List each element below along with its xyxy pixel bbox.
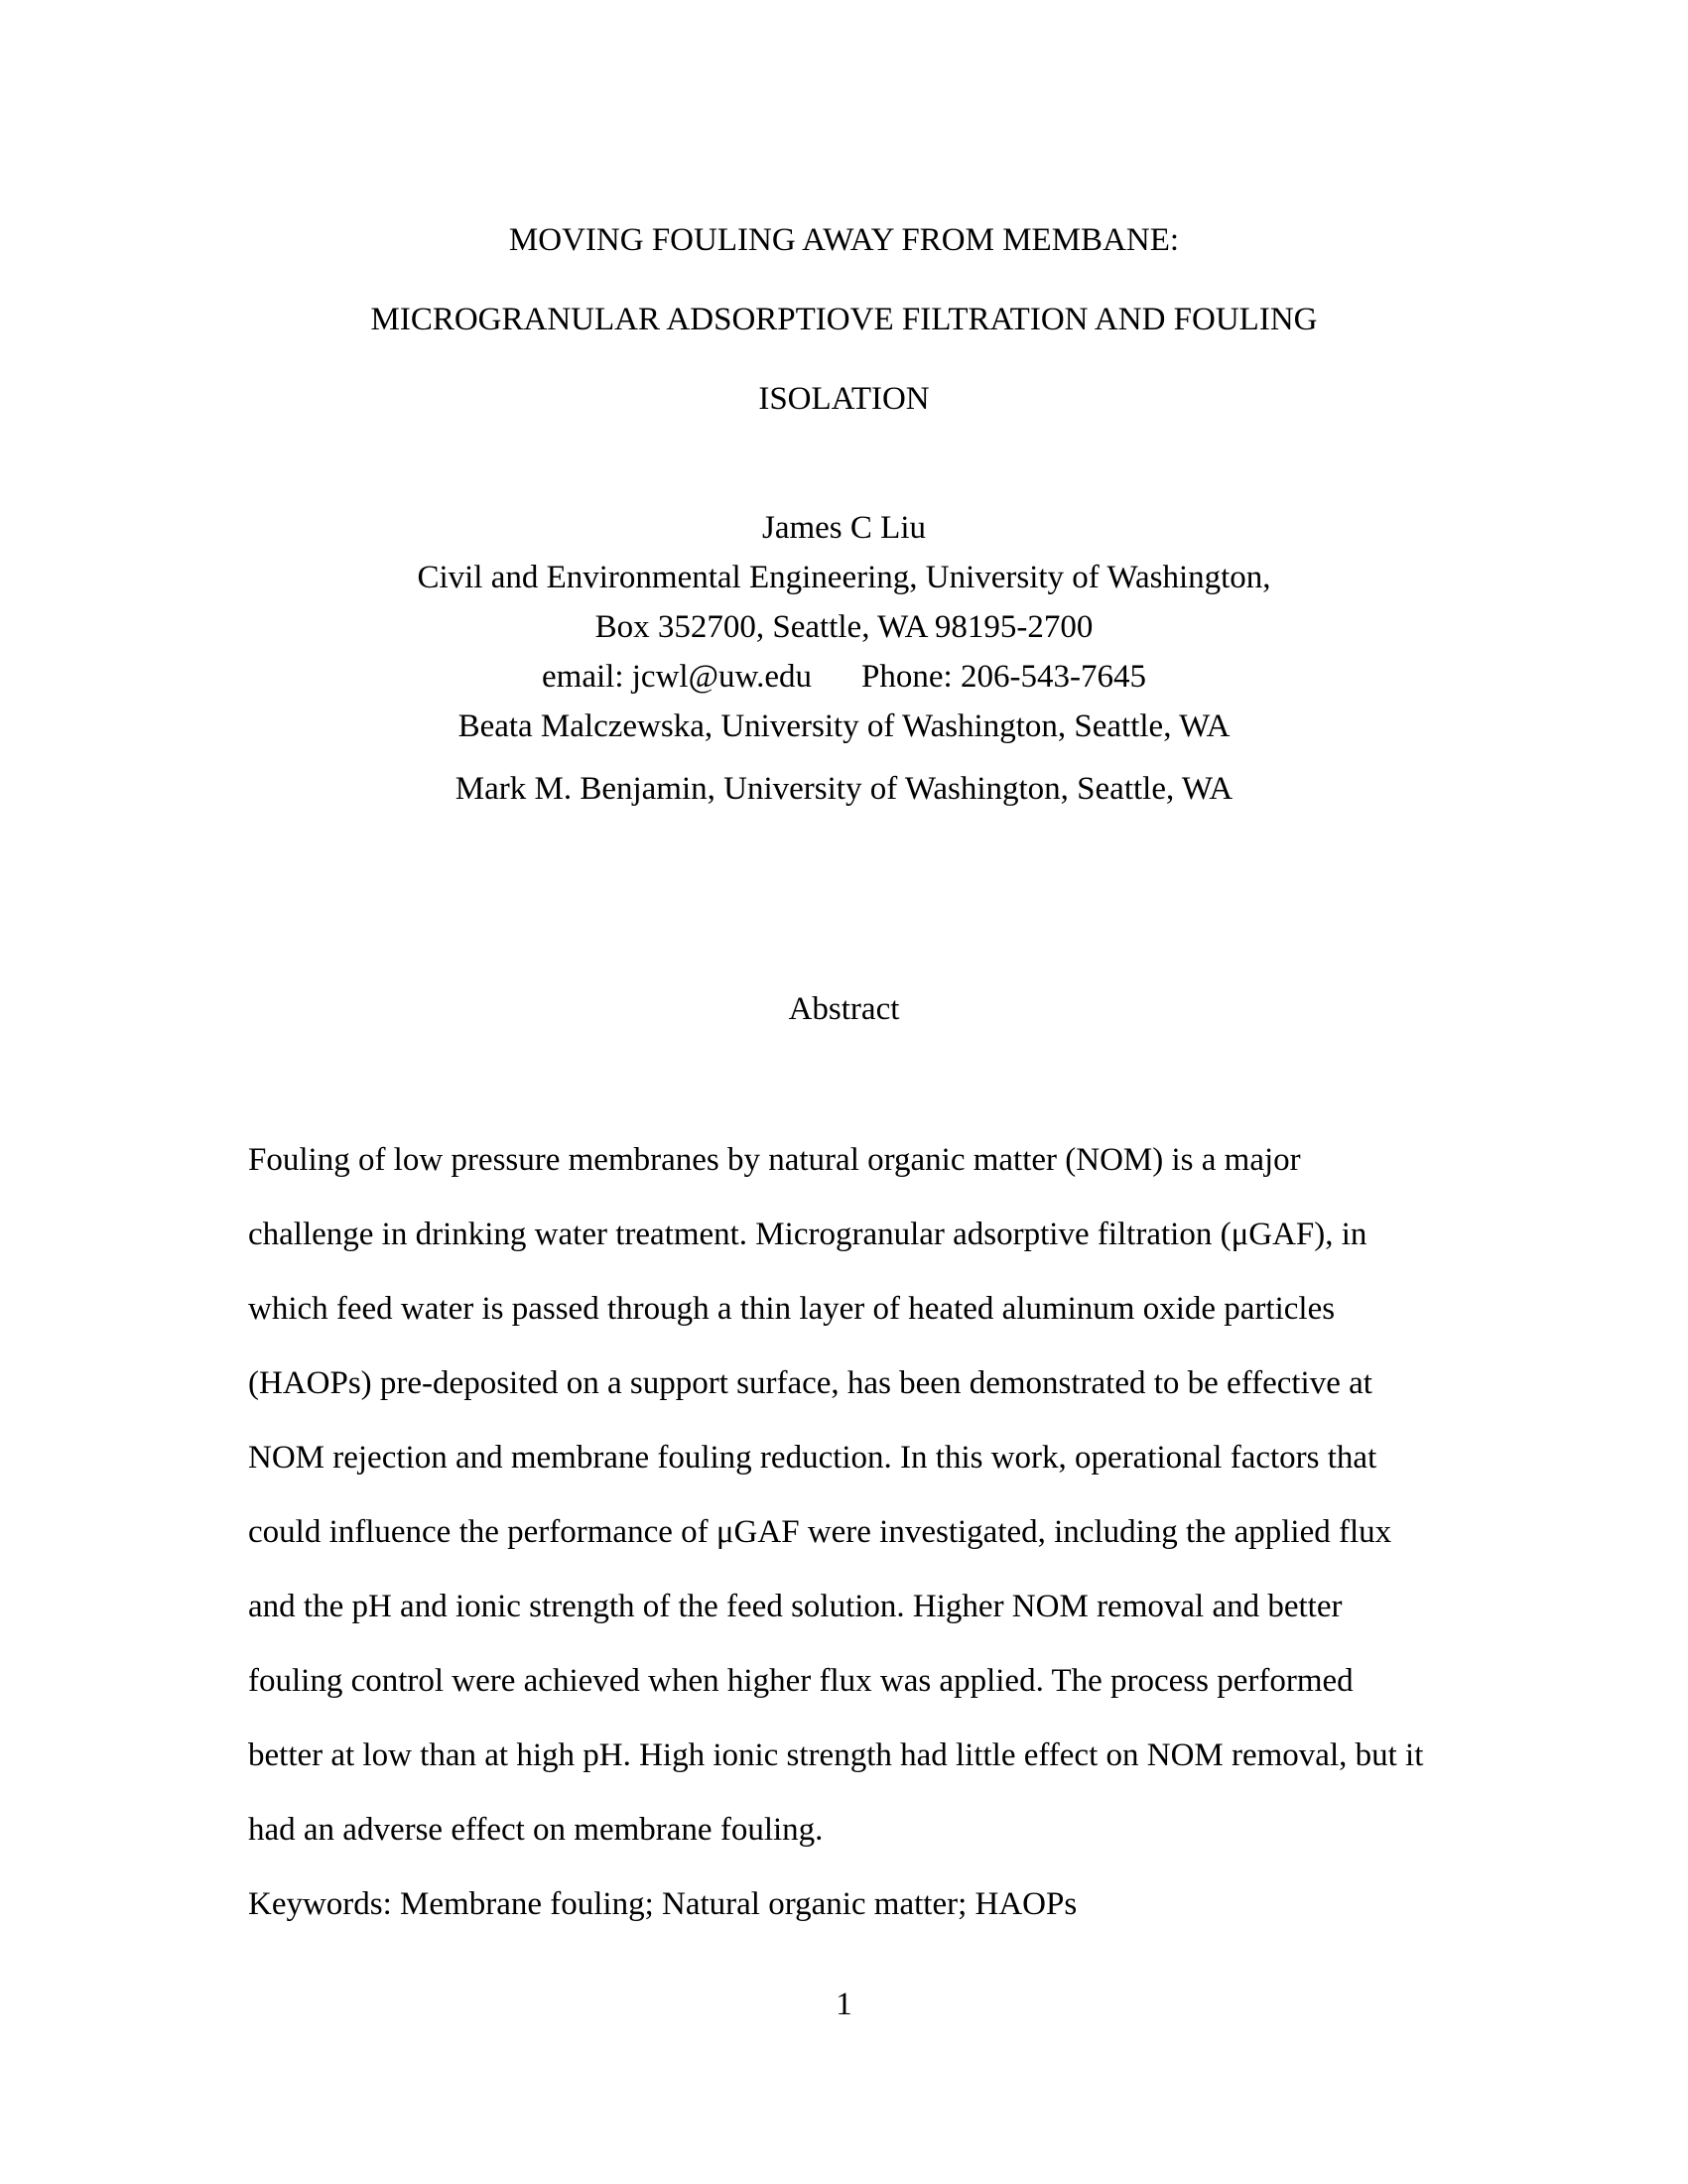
abstract-line: could influence the performance of μGAF were investigated, including the applied flux <box>248 1514 1392 1550</box>
author-affiliation: Civil and Environmental Engineering, University of Washington, <box>417 560 1271 595</box>
author-address: Box 352700, Seattle, WA 98195-2700 <box>594 609 1094 645</box>
abstract-line: had an adverse effect on membrane fouling. <box>248 1812 824 1848</box>
keywords-line: Keywords: Membrane fouling; Natural organic matter; HAOPs <box>248 1886 1078 1922</box>
abstract-line: (HAOPs) pre-deposited on a support surface, has been demonstrated to be effective at <box>248 1365 1372 1401</box>
abstract-line: Fouling of low pressure membranes by natural organic matter (NOM) is a major <box>248 1142 1301 1178</box>
title-line-1: MOVING FOULING AWAY FROM MEMBANE: <box>508 222 1180 258</box>
page-number: 1 <box>836 1987 852 2022</box>
abstract-line: challenge in drinking water treatment. Microgranular adsorptive filtration (μGAF), in <box>248 1217 1367 1252</box>
title-line-2: MICROGRANULAR ADSORPTIOVE FILTRATION AND FOULING <box>370 302 1318 337</box>
paper-title <box>248 200 1440 439</box>
abstract-line: which feed water is passed through a thin layer of heated aluminum oxide particles <box>248 1291 1336 1327</box>
coauthor-beata: Beata Malczewska, University of Washington, Seattle, WA <box>457 708 1231 744</box>
author-email: email: jcwl@uw.edu <box>542 659 813 695</box>
abstract-body <box>248 1123 1449 1942</box>
contact-line <box>248 652 1440 702</box>
title-line-3: ISOLATION <box>758 381 930 417</box>
abstract-line: better at low than at high pH. High ionic strength had little effect on NOM removal, but it <box>248 1737 1424 1773</box>
author-name: James C Liu <box>762 510 926 546</box>
abstract-heading: Abstract <box>788 991 900 1027</box>
abstract-line: fouling control were achieved when higher flux was applied. The process performed <box>248 1663 1354 1699</box>
author-phone: Phone: 206-543-7645 <box>861 659 1146 695</box>
coauthor-mark: Mark M. Benjamin, University of Washington, Seattle, WA <box>454 771 1234 807</box>
abstract-line: and the pH and ionic strength of the feed solution. Higher NOM removal and better <box>248 1589 1343 1624</box>
author-block <box>248 503 1440 814</box>
abstract-line: NOM rejection and membrane fouling reduction. In this work, operational factors that <box>248 1440 1377 1476</box>
